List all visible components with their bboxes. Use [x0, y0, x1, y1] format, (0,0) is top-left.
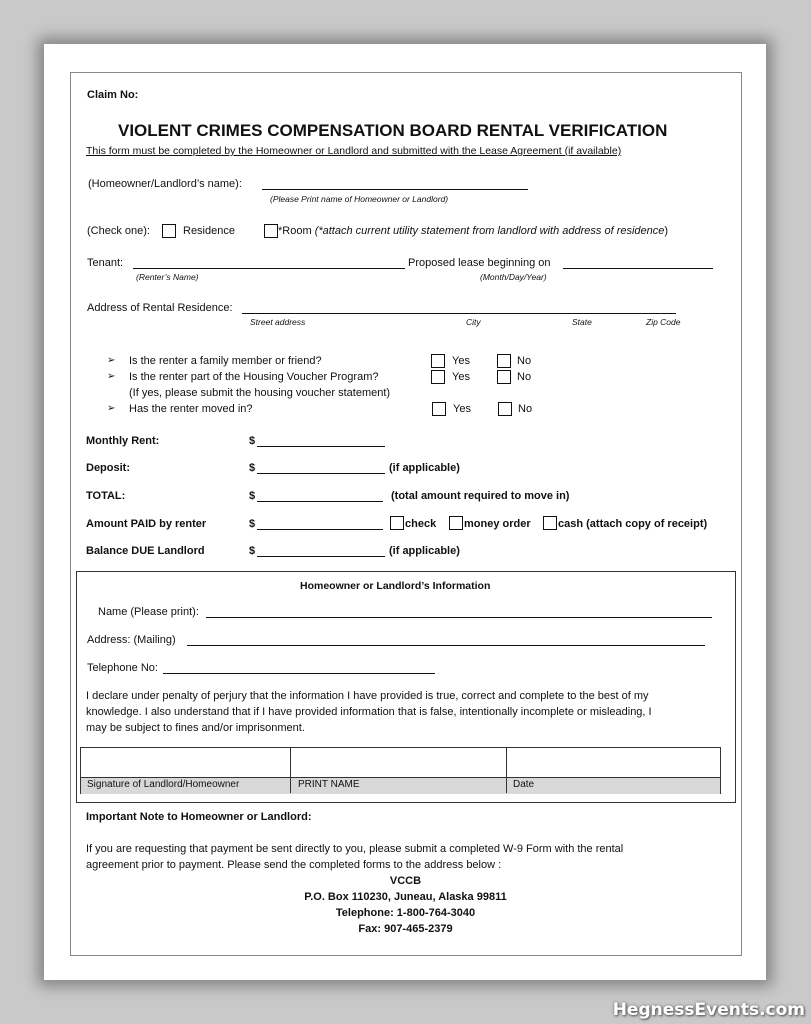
street-hint: Street address	[250, 317, 306, 327]
landlord-phone-label: Telephone No:	[87, 662, 158, 674]
family-yes-label: Yes	[452, 355, 470, 367]
residence-label: Residence	[183, 225, 235, 237]
rental-address-field[interactable]	[242, 302, 676, 314]
landlord-info-heading: Homeowner or Landlord’s Information	[300, 580, 491, 592]
landlord-address-field[interactable]	[187, 634, 705, 646]
question-family: Is the renter a family member or friend?	[129, 355, 322, 367]
balance-due-field[interactable]	[257, 545, 385, 557]
total-label: TOTAL:	[86, 490, 126, 502]
voucher-no-label: No	[517, 371, 532, 383]
family-no-label: No	[517, 355, 532, 367]
question-moved-in: Has the renter moved in?	[129, 403, 253, 415]
tenant-label: Tenant:	[87, 257, 124, 269]
amount-paid-dollar: $	[249, 518, 256, 530]
rental-address-label: Address of Rental Residence:	[87, 302, 233, 314]
form-subtitle: This form must be completed by the Homeowner or Landlord and submitted with the Lease Agreement (if available)	[86, 145, 622, 157]
owner-name-label: (Homeowner/Landlord’s name):	[88, 178, 242, 190]
room-note: (*attach current utility statement from landlord with address of residence	[314, 225, 665, 237]
city-hint: City	[466, 317, 481, 327]
check-one-label: (Check one):	[87, 225, 150, 237]
note-body-line-2: agreement prior to payment. Please send the completed forms to the address below :	[86, 859, 502, 871]
bullet-arrow-icon: ➢	[107, 355, 116, 366]
lease-start-hint: (Month/Day/Year)	[480, 272, 547, 282]
mailing-po-box: P.O. Box 110230, Juneau, Alaska 99811	[304, 891, 507, 903]
voucher-yes-checkbox[interactable]	[431, 370, 445, 384]
owner-name-hint: (Please Print name of Homeowner or Landlord)	[270, 194, 449, 204]
balance-due-label: Balance DUE Landlord	[86, 545, 205, 557]
print-name-label: PRINT NAME	[298, 779, 360, 790]
amount-paid-field[interactable]	[257, 518, 383, 530]
money-order-checkbox[interactable]	[449, 516, 463, 530]
cash-label: cash (attach copy of receipt)	[558, 518, 708, 530]
balance-due-dollar: $	[249, 545, 256, 557]
signature-label: Signature of Landlord/Homeowner	[87, 779, 240, 790]
declaration-line-1: I declare under penalty of perjury that the information I have provided is true, correct and complete to the best of my	[86, 690, 649, 702]
form-frame	[70, 72, 742, 956]
monthly-rent-label: Monthly Rent:	[86, 435, 160, 447]
deposit-note: (if applicable)	[389, 462, 460, 474]
moved-yes-label: Yes	[453, 403, 471, 415]
deposit-dollar: $	[249, 462, 256, 474]
bullet-arrow-icon: ➢	[107, 403, 116, 414]
residence-checkbox[interactable]	[162, 224, 176, 238]
cash-checkbox[interactable]	[543, 516, 557, 530]
monthly-rent-dollar: $	[249, 435, 256, 447]
moved-yes-checkbox[interactable]	[432, 402, 446, 416]
balance-due-note: (if applicable)	[389, 545, 460, 557]
landlord-name-label: Name (Please print):	[98, 606, 199, 618]
zip-hint: Zip Code	[646, 317, 681, 327]
total-note: (total amount required to move in)	[391, 490, 570, 502]
monthly-rent-field[interactable]	[257, 435, 385, 447]
state-hint: State	[572, 317, 592, 327]
landlord-address-label: Address: (Mailing)	[87, 634, 176, 646]
declaration-line-2: knowledge. I also understand that if I have provided information that is false, intentionally incomplete or misleading, I	[86, 706, 652, 718]
voucher-yes-label: Yes	[452, 371, 470, 383]
mailing-fax: Fax: 907-465-2379	[358, 923, 453, 935]
lease-start-label: Proposed lease beginning on	[408, 257, 551, 269]
tenant-hint: (Renter’s Name)	[136, 272, 199, 282]
bullet-arrow-icon: ➢	[107, 371, 116, 382]
family-no-checkbox[interactable]	[497, 354, 511, 368]
declaration-line-3: may be subject to fines and/or imprisonment.	[86, 722, 305, 734]
question-voucher: Is the renter part of the Housing Voucher Program?	[129, 371, 379, 383]
moved-no-checkbox[interactable]	[498, 402, 512, 416]
deposit-label: Deposit:	[86, 462, 130, 474]
mailing-telephone: Telephone: 1-800-764-3040	[335, 907, 476, 919]
amount-paid-label: Amount PAID by renter	[86, 518, 207, 530]
room-checkbox[interactable]	[264, 224, 278, 238]
form-title: VIOLENT CRIMES COMPENSATION BOARD RENTAL VERIFICATION	[118, 121, 668, 140]
note-body-line-1: If you are requesting that payment be sent directly to you, please submit a completed W-9 Form with the rental	[86, 843, 624, 855]
room-label: *Room	[278, 225, 312, 237]
check-payment-checkbox[interactable]	[390, 516, 404, 530]
room-note-close: )	[664, 225, 669, 237]
moved-no-label: No	[518, 403, 533, 415]
important-note-heading: Important Note to Homeowner or Landlord:	[86, 811, 312, 823]
claim-number-label: Claim No:	[87, 89, 139, 101]
total-field[interactable]	[257, 490, 383, 502]
mailing-org: VCCB	[389, 875, 422, 887]
tenant-field[interactable]	[133, 257, 405, 269]
voucher-note: (If yes, please submit the housing voucher statement)	[129, 387, 391, 399]
landlord-name-field[interactable]	[206, 606, 712, 618]
landlord-phone-field[interactable]	[163, 662, 435, 674]
date-label: Date	[513, 779, 535, 790]
family-yes-checkbox[interactable]	[431, 354, 445, 368]
owner-name-field[interactable]	[262, 178, 528, 190]
check-payment-label: check	[405, 518, 437, 530]
voucher-no-checkbox[interactable]	[497, 370, 511, 384]
total-dollar: $	[249, 490, 256, 502]
deposit-field[interactable]	[257, 462, 385, 474]
signature-table	[80, 747, 721, 794]
money-order-label: money order	[464, 518, 531, 530]
lease-start-field[interactable]	[563, 257, 713, 269]
room-label-row	[278, 225, 668, 237]
site-watermark: HegnessEvents.com	[612, 1000, 805, 1020]
